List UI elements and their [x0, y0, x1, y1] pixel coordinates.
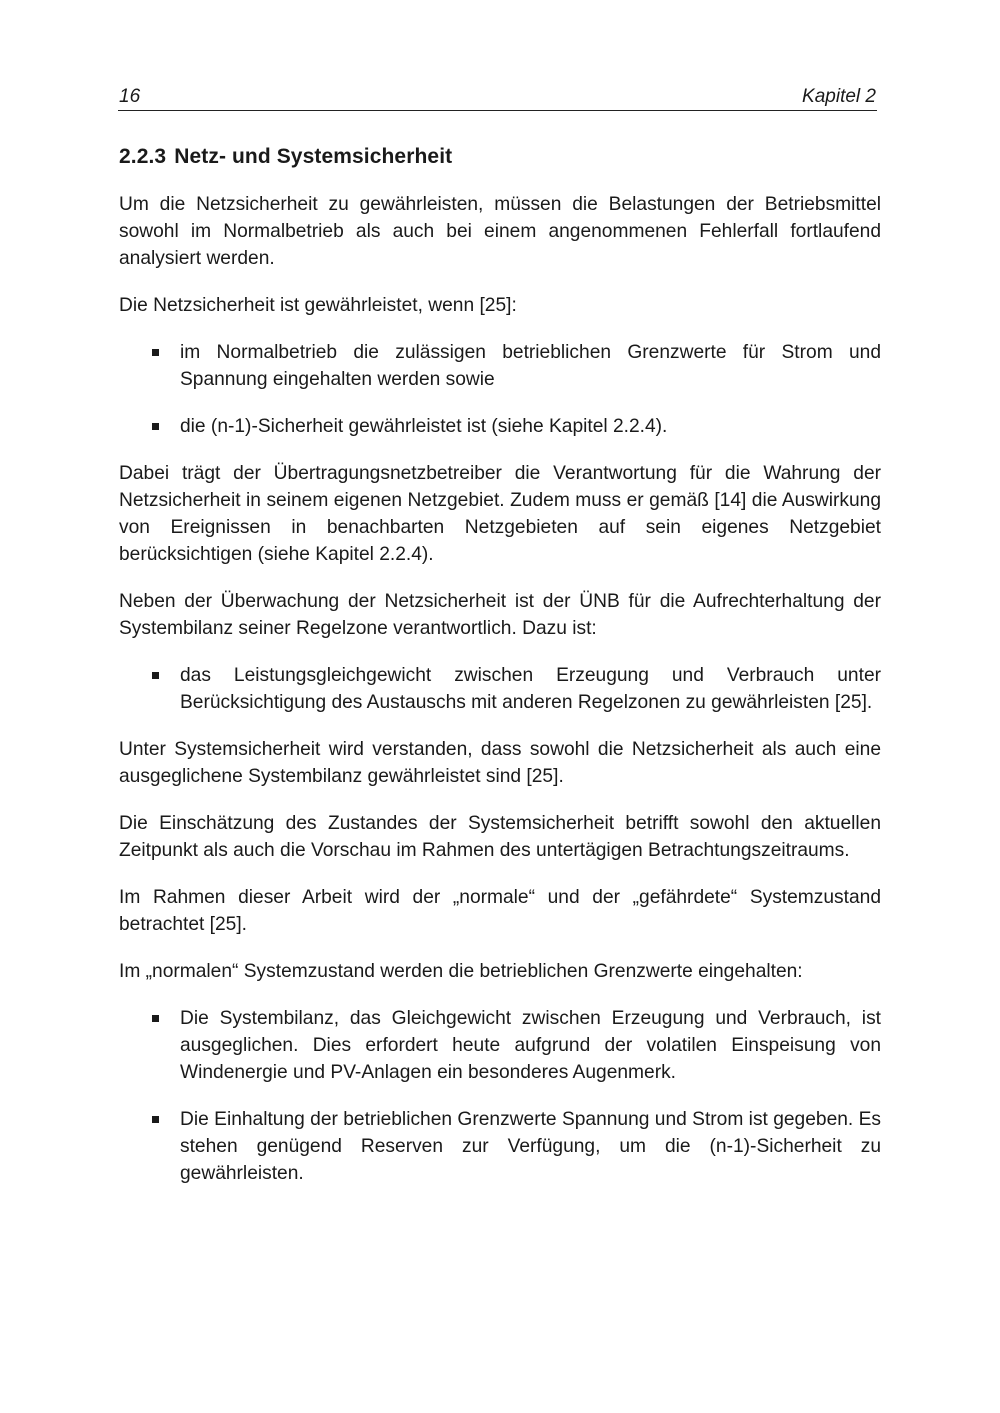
square-bullet-icon	[152, 1015, 159, 1022]
list-item	[119, 1106, 881, 1187]
paragraph: Unter Systemsicherheit wird verstanden, dass sowohl die Netzsicherheit als auch eine ausgeglichene Systembilanz gewährleistet sind [25].	[119, 739, 881, 787]
list-item-text: die (n-1)-Sicherheit gewährleistet ist (siehe Kapitel 2.2.4).	[180, 416, 668, 437]
bullet-list	[119, 1005, 881, 1187]
section-heading	[119, 143, 881, 171]
bullet-list	[119, 662, 881, 716]
list-item	[119, 339, 881, 393]
section-title: Netz- und Systemsicherheit	[174, 145, 453, 168]
list-item-text: Die Systembilanz, das Gleichgewicht zwischen Erzeugung und Verbrauch, ist ausgeglichen. Dies erfordert heute aufgrund der volatilen Einspeisung von Windenergie und PV-Anlagen ein besonderes Augenmerk.	[180, 1008, 881, 1083]
paragraph: Im Rahmen dieser Arbeit wird der „normale“ und der „gefährdete“ Systemzustand betrachtet [25].	[119, 887, 881, 935]
list-item-text: das Leistungsgleichgewicht zwischen Erzeugung und Verbrauch unter Berücksichtigung des Austauschs mit anderen Regelzonen zu gewährleisten [25].	[180, 665, 881, 713]
page-content	[119, 143, 881, 1207]
paragraph: Die Einschätzung des Zustandes der Systemsicherheit betrifft sowohl den aktuellen Zeitpunkt als auch die Vorschau im Rahmen des untertägigen Betrachtungszeitraums.	[119, 813, 881, 861]
square-bullet-icon	[152, 423, 159, 430]
page-number: 16	[119, 86, 141, 107]
list-item-text: Die Einhaltung der betrieblichen Grenzwerte Spannung und Strom ist gegeben. Es stehen genügend Reserven zur Verfügung, um die (n-1)-Sicherheit zu gewährleisten.	[180, 1109, 881, 1184]
paragraph: Die Netzsicherheit ist gewährleistet, wenn [25]:	[119, 295, 517, 316]
section-number: 2.2.3	[119, 145, 167, 168]
paragraph: Neben der Überwachung der Netzsicherheit ist der ÜNB für die Aufrechterhaltung der Systembilanz seiner Regelzone verantwortlich. Dazu ist:	[119, 591, 881, 639]
paragraph: Im „normalen“ Systemzustand werden die betrieblichen Grenzwerte eingehalten:	[119, 961, 803, 982]
running-header	[118, 84, 877, 111]
paragraph: Um die Netzsicherheit zu gewährleisten, müssen die Belastungen der Betriebsmittel sowohl im Normalbetrieb als auch bei einem angenommenen Fehlerfall fortlaufend analysiert werden.	[119, 194, 881, 269]
paragraph: Dabei trägt der Übertragungsnetzbetreiber die Verantwortung für die Wahrung der Netzsicherheit in seinem eigenen Netzgebiet. Zudem muss er gemäß [14] die Auswirkung von Ereignissen in benachbarten Netzgebieten auf sein eigenes Netzgebiet berücksichtigen (siehe Kapitel 2.2.4).	[119, 463, 881, 565]
square-bullet-icon	[152, 349, 159, 356]
list-item	[119, 662, 881, 716]
list-item-text: im Normalbetrieb die zulässigen betrieblichen Grenzwerte für Strom und Spannung eingehalten werden sowie	[180, 342, 881, 390]
square-bullet-icon	[152, 672, 159, 679]
chapter-label: Kapitel 2	[802, 86, 876, 107]
list-item	[119, 413, 881, 440]
bullet-list	[119, 339, 881, 440]
square-bullet-icon	[152, 1116, 159, 1123]
list-item	[119, 1005, 881, 1086]
